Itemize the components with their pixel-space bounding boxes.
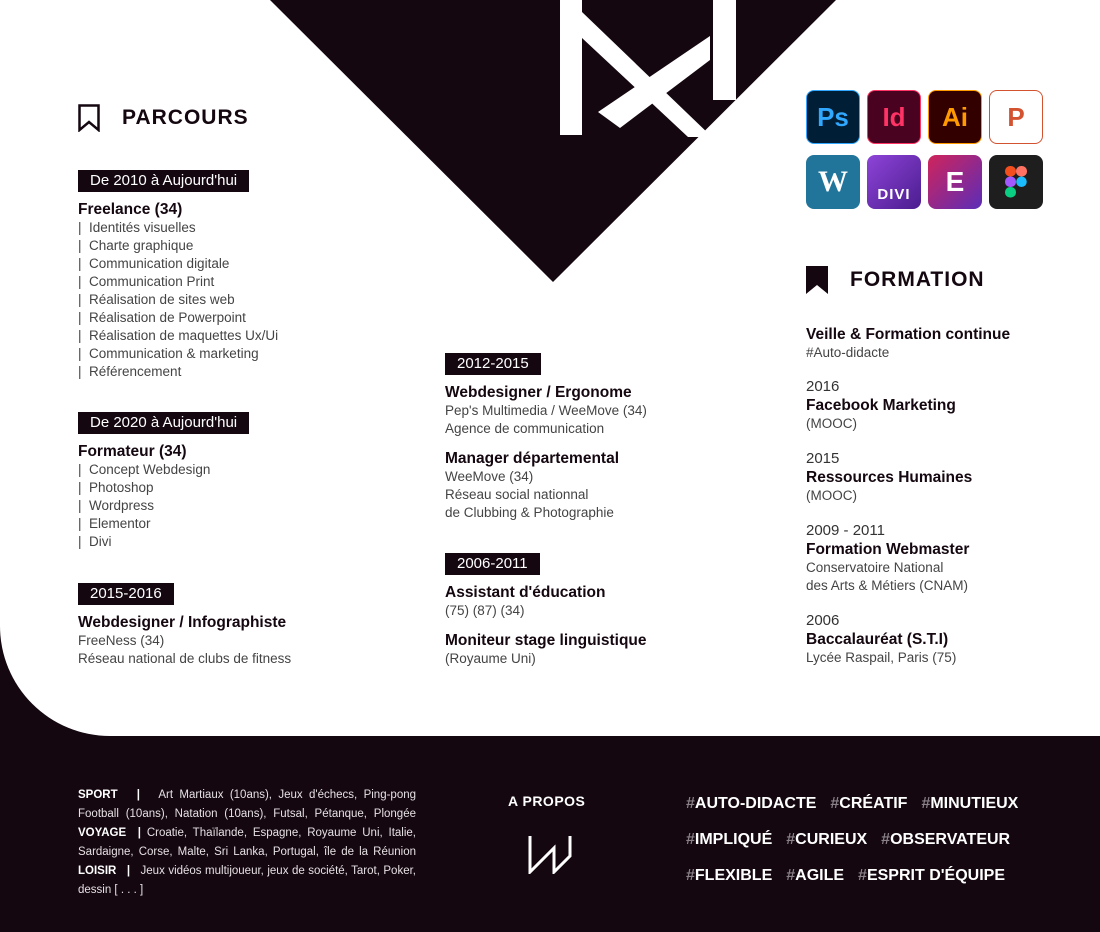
tag: #ESPRIT D'ÉQUIPE	[858, 867, 1006, 884]
role-title: Assistant d'éducation	[445, 584, 606, 601]
elementor-icon: E	[928, 155, 982, 209]
hobby-label: LOISIR	[78, 865, 117, 877]
formation-entry	[806, 450, 972, 505]
experience-freelance	[78, 200, 278, 381]
parcours-heading	[78, 104, 249, 132]
detail-line: Conservatoire National	[806, 560, 944, 575]
formation-name: Facebook Marketing	[806, 397, 956, 414]
illustrator-icon: Ai	[928, 90, 982, 144]
cv-footer	[0, 736, 1100, 932]
detail-line: #Auto-didacte	[806, 345, 890, 360]
list-item: | Charte graphique	[78, 238, 194, 253]
wordpress-icon: W	[806, 155, 860, 209]
monogram-logo	[560, 0, 738, 138]
detail-line: Pep's Multimedia / WeeMove (34)	[445, 403, 647, 418]
detail-line: (MOOC)	[806, 488, 857, 503]
detail-line: Réseau national de clubs de fitness	[78, 651, 292, 666]
indesign-icon: Id	[867, 90, 921, 144]
w-logo-icon	[528, 836, 572, 874]
hobbies-text: SPORT | Art Martiaux (10ans), Jeux d'échecs, Ping-pong Football (10ans), Natation (10ans), Futsal, Pétanque, Plongée VOYAGE | Croatie, Thaïlande, Espagne, Royaume Uni, Italie, Sardaigne, Corse, Malte, Sri Lanka, Portugal, île de la Réunion LOISIR | Jeux vidéos multijoueur, jeux de société, Tarot, Poker, dessin [ . . . ]	[78, 789, 417, 896]
software-icons	[806, 90, 1043, 209]
experience-moniteur	[445, 631, 647, 668]
list-item: | Réalisation de sites web	[78, 292, 235, 307]
period-badge: 2006-2011	[445, 553, 540, 575]
formation-name: Formation Webmaster	[806, 541, 970, 558]
header-triangle	[270, 0, 836, 282]
hobby-label: SPORT	[78, 789, 118, 801]
list-item: | Réalisation de maquettes Ux/Ui	[78, 328, 279, 343]
list-item: | Réalisation de Powerpoint	[78, 310, 246, 325]
formation-entry	[806, 612, 956, 667]
detail-line: Réseau social nationnal	[445, 487, 589, 502]
tag: #CRÉATIF	[830, 795, 908, 812]
role-title: Freelance (34)	[78, 201, 183, 218]
bookmark-outline-icon	[78, 104, 100, 132]
tag: #IMPLIQUÉ	[686, 831, 773, 848]
formation-entry	[806, 522, 969, 595]
detail-line: Lycée Raspail, Paris (75)	[806, 650, 957, 665]
formation-entry	[806, 378, 956, 433]
bookmark-filled-icon	[806, 266, 828, 294]
role-title: Formateur (34)	[78, 443, 187, 460]
formation-year: 2016	[806, 378, 840, 395]
list-item: | Photoshop	[78, 480, 154, 495]
tag: #AGILE	[786, 867, 845, 884]
list-item: | Communication Print	[78, 274, 215, 289]
role-title: Moniteur stage linguistique	[445, 632, 647, 649]
list-item: | Communication & marketing	[78, 346, 259, 361]
parcours-title: PARCOURS	[122, 106, 249, 129]
period-badge: 2015-2016	[78, 583, 174, 605]
list-item: | Concept Webdesign	[78, 462, 211, 477]
list-item: | Elementor	[78, 516, 151, 531]
period-badge: De 2020 à Aujourd'hui	[78, 412, 249, 434]
formation-name: Ressources Humaines	[806, 469, 973, 486]
list-item: | Référencement	[78, 364, 182, 379]
detail-line: WeeMove (34)	[445, 469, 534, 484]
keyword-tags	[686, 786, 1046, 894]
powerpoint-icon: P	[989, 90, 1043, 144]
tag: #FLEXIBLE	[686, 867, 773, 884]
formation-year: 2015	[806, 450, 840, 467]
tag: #CURIEUX	[786, 831, 868, 848]
formation-year: 2006	[806, 612, 840, 629]
detail-line: (MOOC)	[806, 416, 857, 431]
detail-line: (Royaume Uni)	[445, 651, 536, 666]
experience-webdesigner	[78, 613, 291, 668]
detail-line: des Arts & Métiers (CNAM)	[806, 578, 969, 593]
formation-year: 2009 - 2011	[806, 522, 885, 539]
period-badge: 2012-2015	[445, 353, 541, 375]
figma-logo-icon	[1005, 166, 1027, 198]
formation-title: FORMATION	[850, 268, 985, 291]
experience-webdesigner-ergonome	[445, 383, 647, 438]
formation-name: Veille & Formation continue	[806, 326, 1011, 343]
hobby-text: Jeux vidéos multijoueur, jeux de société, Tarot, Poker, dessin [ . . . ]	[78, 865, 416, 896]
experience-assistant	[445, 583, 605, 620]
detail-line: FreeNess (34)	[78, 633, 165, 648]
detail-line: Agence de communication	[445, 421, 605, 436]
tag: #OBSERVATEUR	[881, 831, 1011, 848]
list-item: | Identités visuelles	[78, 220, 196, 235]
experience-manager	[445, 449, 619, 522]
role-title: Webdesigner / Infographiste	[78, 614, 287, 631]
apropos-title: A PROPOS	[508, 793, 586, 809]
experience-formateur	[78, 442, 210, 551]
hobby-text: Art Martiaux (10ans), Jeux d'échecs, Ping-pong Football (10ans), Natation (10ans), Futsal, Pétanque, Plongée	[78, 789, 417, 820]
formation-entry	[806, 325, 1010, 362]
role-title: Manager départemental	[445, 450, 619, 467]
detail-line: (75) (87) (34)	[445, 603, 525, 618]
list-item: | Communication digitale	[78, 256, 230, 271]
detail-line: de Clubbing & Photographie	[445, 505, 614, 520]
photoshop-icon: Ps	[806, 90, 860, 144]
role-title: Webdesigner / Ergonome	[445, 384, 632, 401]
formation-name: Baccalauréat (S.T.I)	[806, 631, 949, 648]
figma-icon	[989, 155, 1043, 209]
tag: #AUTO-DIDACTE	[686, 795, 817, 812]
divi-icon: DIVI	[867, 155, 921, 209]
list-item: | Divi	[78, 534, 112, 549]
list-item: | Wordpress	[78, 498, 155, 513]
formation-heading	[806, 266, 985, 294]
period-badge: De 2010 à Aujourd'hui	[78, 170, 249, 192]
hobby-label: VOYAGE	[78, 827, 127, 839]
hobby-text: Croatie, Thaïlande, Espagne, Royaume Uni, Italie, Sardaigne, Corse, Malte, Sri Lanka, Portugal, île de la Réunion	[78, 827, 416, 858]
tag: #MINUTIEUX	[921, 795, 1019, 812]
